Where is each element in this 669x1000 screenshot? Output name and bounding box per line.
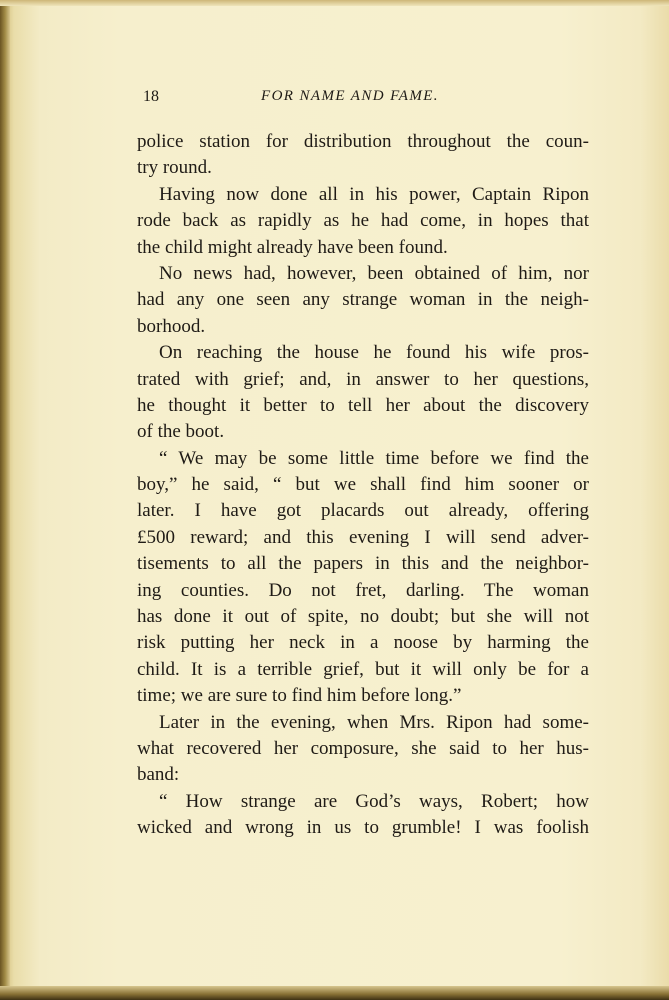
text-line: Having now done all in his power, Captain Ripon	[159, 183, 589, 205]
text-line: trated with grief; and, in answer to her questions,	[137, 368, 589, 390]
text-line: of the boot.	[137, 421, 225, 443]
text-line: Later in the evening, when Mrs. Ripon had some-	[159, 711, 589, 733]
text-line: had any one seen any strange woman in the neigh-	[137, 289, 589, 311]
text-line: what recovered her composure, she said to her hus-	[137, 737, 589, 759]
text-line: he thought it better to tell her about the discovery	[137, 394, 589, 416]
text-line: boy,” he said, “ but we shall find him sooner or	[137, 474, 589, 496]
text-line: borhood.	[137, 315, 206, 337]
text-line: try round.	[137, 157, 212, 179]
page-number: 18	[143, 88, 159, 105]
text-line: police station for distribution throughout the coun-	[137, 131, 589, 152]
text-line: wicked and wrong in us to grumble! I was foolish	[137, 817, 589, 839]
text-line: risk putting her neck in a noose by harming the	[137, 632, 589, 654]
text-line: No news had, however, been obtained of him, nor	[159, 262, 589, 284]
text-line: has done it out of spite, no doubt; but she will not	[137, 606, 589, 628]
text-line: time; we are sure to find him before long.”	[137, 685, 462, 707]
text-line: band:	[137, 764, 180, 786]
text-line: rode back as rapidly as he had come, in hopes that	[137, 210, 589, 232]
text-line: On reaching the house he found his wife pros-	[159, 342, 589, 364]
body-text	[137, 129, 589, 842]
text-line: “ How strange are God’s ways, Robert; how	[159, 790, 589, 812]
page-header	[143, 88, 598, 110]
text-line: child. It is a terrible grief, but it will only be for a	[137, 658, 589, 680]
running-title: FOR NAME AND FAME.	[261, 88, 439, 104]
page-top-edge	[0, 0, 669, 6]
text-line: the child might already have been found.	[137, 236, 448, 258]
text-line: tisements to all the papers in this and the neighbor-	[137, 553, 589, 575]
text-line: £500 reward; and this evening I will send adver-	[137, 526, 589, 548]
text-line: ing counties. Do not fret, darling. The woman	[137, 579, 589, 601]
text-line: later. I have got placards out already, offering	[137, 500, 589, 522]
text-line: “ We may be some little time before we find the	[159, 447, 589, 469]
